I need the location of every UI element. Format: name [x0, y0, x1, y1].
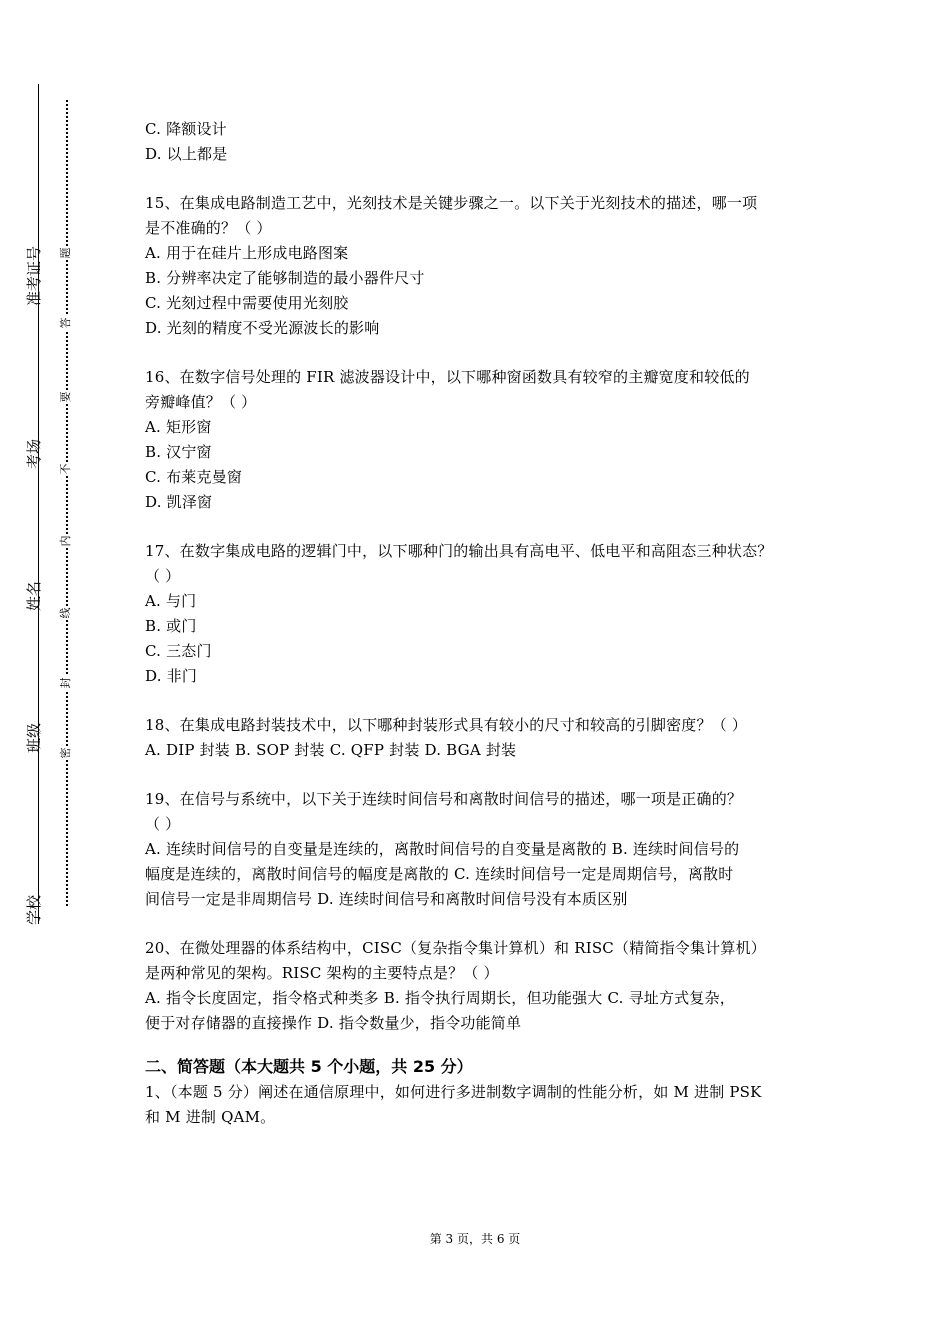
label-exam-room: 考场 [25, 439, 43, 470]
question-stem: 17、在数字集成电路的逻辑门中，以下哪种门的输出具有高电平、低电平和高阻态三种状态？ [145, 542, 773, 560]
question-16 [145, 365, 825, 515]
binding-solid-line [38, 84, 39, 924]
option: B. 分辨率决定了能够制造的最小器件尺寸 [145, 269, 425, 287]
question-stem: 和 M 进制 QAM。 [145, 1108, 276, 1126]
question-stem: 1、（本题 5 分）阐述在通信原理中，如何进行多进制数字调制的性能分析，如 M 进制 PSK [145, 1083, 762, 1101]
option: C. 降额设计 [145, 120, 227, 138]
seal-char: 要 [59, 391, 72, 403]
option: C. 光刻过程中需要使用光刻胶 [145, 294, 349, 312]
seal-char: 封 [59, 677, 72, 689]
question-stem: 是两种常见的架构。RISC 架构的主要特点是？（ ） [145, 964, 499, 982]
option: A. DIP 封装 B. SOP 封装 C. QFP 封装 D. BGA 封装 [145, 741, 517, 759]
seal-char: 线 [59, 607, 72, 619]
option: D. 非门 [145, 667, 198, 685]
short-answer-question-1 [145, 1080, 825, 1130]
seal-char: 题 [59, 247, 72, 259]
question-stem: 15、在集成电路制造工艺中，光刻技术是关键步骤之一。以下关于光刻技术的描述，哪一项 [145, 194, 758, 212]
question-14-tail [145, 117, 825, 167]
option: D. 凯泽窗 [145, 493, 213, 511]
option: A. 连续时间信号的自变量是连续的，离散时间信号的自变量是离散的 B. 连续时间信号的 [145, 840, 740, 858]
option: A. 用于在硅片上形成电路图案 [145, 244, 349, 262]
question-stem: （ ） [145, 567, 181, 585]
label-exam-number: 准考证号 [25, 245, 43, 306]
option: A. 矩形窗 [145, 418, 212, 436]
option: A. 与门 [145, 592, 197, 610]
page-footer: 第 3 页，共 6 页 [429, 1232, 521, 1246]
option: C. 三态门 [145, 642, 212, 660]
option: C. 布莱克曼窗 [145, 468, 243, 486]
option: B. 汉宁窗 [145, 443, 212, 461]
question-18 [145, 713, 825, 763]
seal-char: 不 [59, 463, 72, 475]
label-name: 姓名 [25, 581, 43, 612]
question-stem: （ ） [145, 815, 181, 833]
option: 便于对存储器的直接操作 D. 指令数量少，指令功能简单 [145, 1014, 522, 1032]
option: A. 指令长度固定，指令格式种类多 B. 指令执行周期长，但功能强大 C. 寻址方式复杂， [145, 989, 735, 1007]
question-20 [145, 936, 825, 1036]
question-stem: 19、在信号与系统中，以下关于连续时间信号和离散时间信号的描述，哪一项是正确的？ [145, 790, 743, 808]
option: D. 光刻的精度不受光源波长的影响 [145, 319, 380, 337]
question-content [145, 117, 825, 1130]
question-15 [145, 191, 825, 341]
question-stem: 18、在集成电路封装技术中，以下哪种封装形式具有较小的尺寸和较高的引脚密度？（ ） [145, 716, 748, 734]
question-stem: 20、在微处理器的体系结构中，CISC（复杂指令集计算机）和 RISC（精简指令集计算机） [145, 939, 766, 957]
option: 间信号一定是非周期信号 D. 连续时间信号和离散时间信号没有本质区别 [145, 890, 628, 908]
option: 幅度是连续的，离散时间信号的幅度是离散的 C. 连续时间信号一定是周期信号，离散时 [145, 865, 734, 883]
seal-char: 答 [59, 317, 72, 329]
question-stem: 是不准确的？（ ） [145, 219, 272, 237]
question-17 [145, 539, 825, 689]
option: B. 或门 [145, 617, 197, 635]
section-title: 二、简答题（本大题共 5 个小题，共 25 分） [145, 1057, 473, 1076]
seal-char: 内 [59, 535, 72, 547]
option: D. 以上都是 [145, 145, 228, 163]
question-stem: 旁瓣峰值？（ ） [145, 393, 257, 411]
binding-dotted-line [66, 100, 68, 906]
label-school: 学校 [25, 895, 43, 926]
seal-char: 密 [59, 747, 72, 759]
question-stem: 16、在数字信号处理的 FIR 滤波器设计中，以下哪种窗函数具有较窄的主瓣宽度和较低的 [145, 368, 750, 386]
label-class: 班级 [25, 723, 43, 754]
question-19 [145, 787, 825, 912]
